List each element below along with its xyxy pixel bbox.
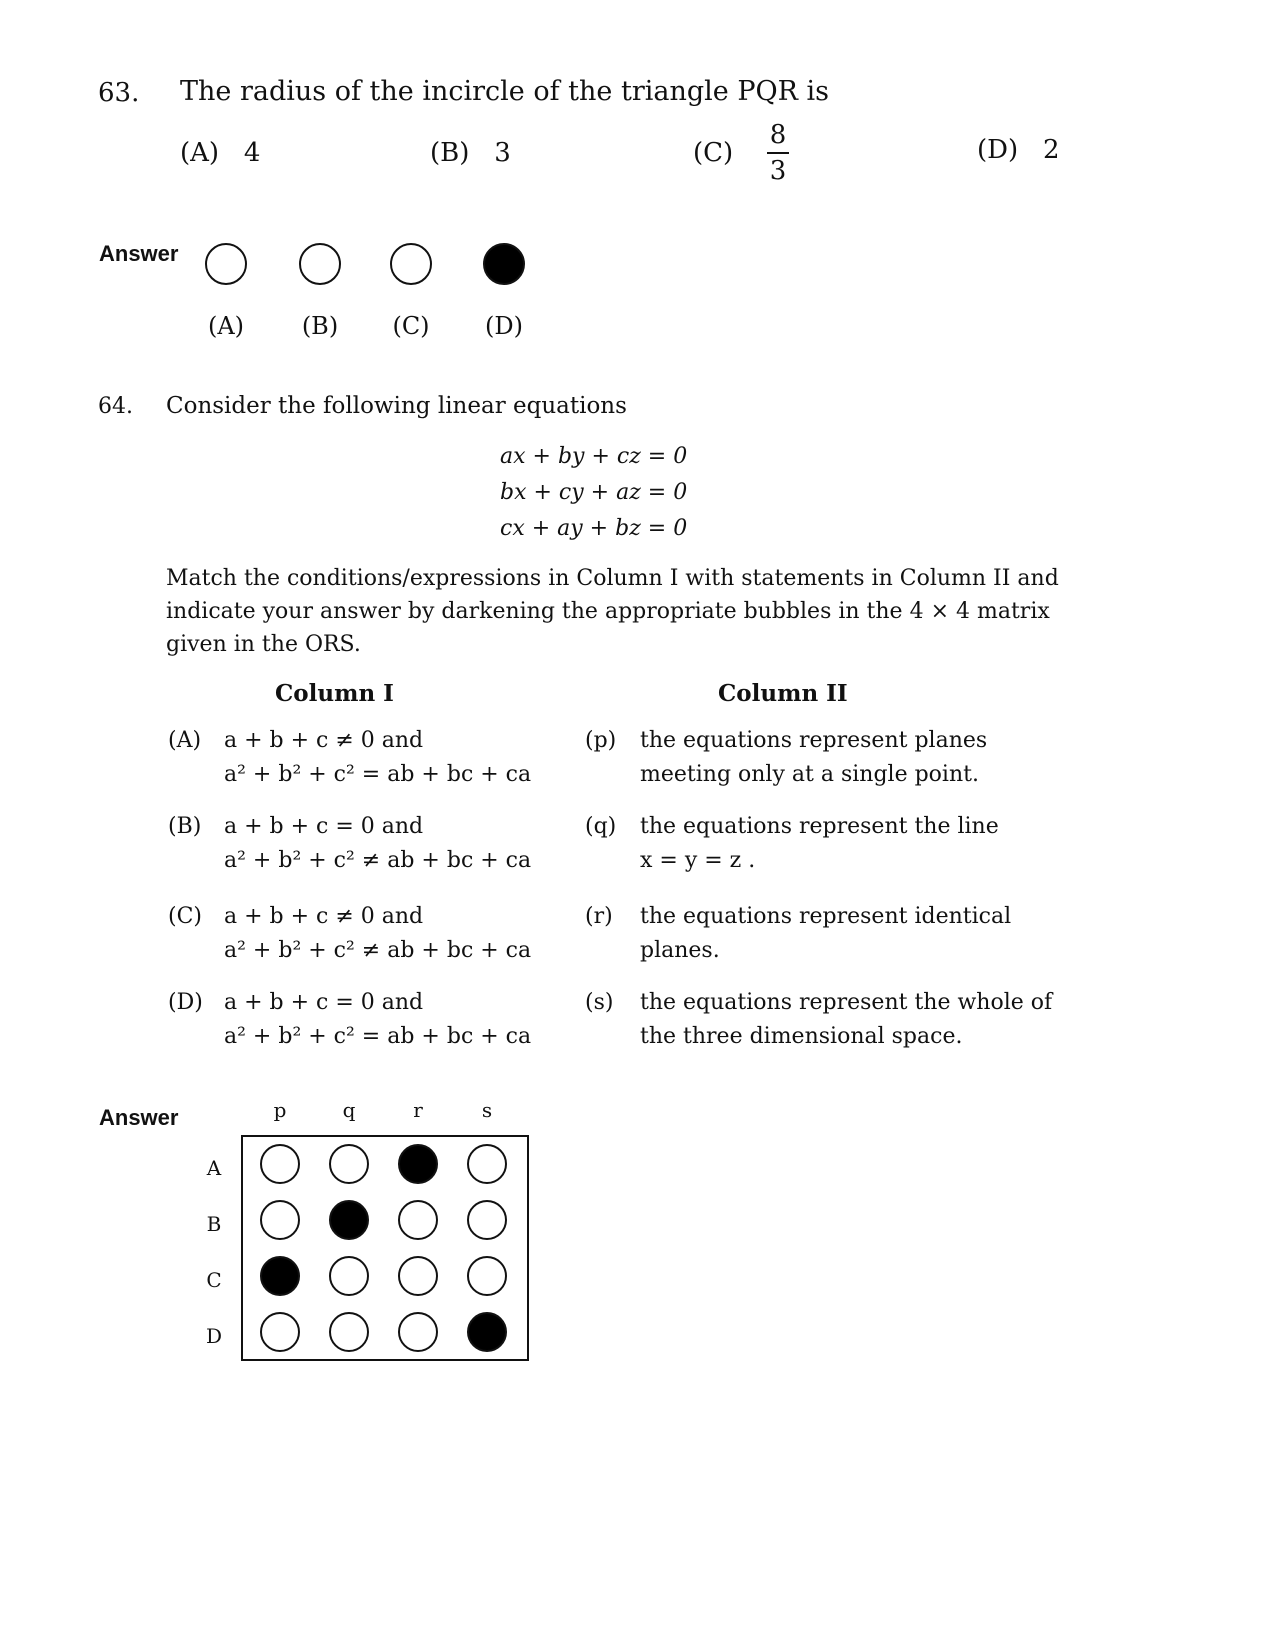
col1-item-c-line2: a² + b² + c² ≠ ab + bc + ca — [224, 938, 532, 963]
column1-title: Column I — [275, 680, 394, 707]
matrix-bubble-c-r[interactable] — [398, 1256, 438, 1296]
q63-bubble-a[interactable] — [205, 243, 247, 285]
q63-bubble-c-label: (C) — [392, 312, 430, 340]
col2-item-s-line1: the equations represent the whole of — [640, 990, 1053, 1015]
q64-equation-2: bx + cy + az = 0 — [500, 480, 688, 505]
q64-intro: Consider the following linear equations — [166, 393, 627, 419]
col1-item-d-line1: a + b + c = 0 and — [224, 990, 424, 1015]
col2-item-r-line2: planes. — [640, 938, 720, 963]
matrix-row-header-d: D — [205, 1324, 223, 1348]
q63-option-a-value: 4 — [243, 138, 261, 168]
col1-item-b-line1: a + b + c = 0 and — [224, 814, 424, 839]
matrix-bubble-d-s[interactable] — [467, 1312, 507, 1352]
matrix-row-header-c: C — [206, 1268, 222, 1292]
col1-item-b-line2: a² + b² + c² ≠ ab + bc + ca — [224, 848, 532, 873]
q64-equation-3: cx + ay + bz = 0 — [500, 516, 688, 541]
col2-item-q-line2: x = y = z . — [640, 848, 756, 873]
col1-item-c-line1: a + b + c ≠ 0 and — [224, 904, 424, 929]
q63-option-d — [977, 135, 1059, 165]
q64-answer-label: Answer — [99, 1105, 179, 1130]
matrix-col-header-s: s — [481, 1098, 493, 1122]
matrix-bubble-d-q[interactable] — [329, 1312, 369, 1352]
matrix-bubble-c-s[interactable] — [467, 1256, 507, 1296]
matrix-bubble-a-r[interactable] — [398, 1144, 438, 1184]
matrix-col-header-q: q — [342, 1098, 356, 1122]
q63-option-c-fraction — [760, 120, 796, 186]
fraction-bar — [767, 152, 789, 154]
col1-item-d-line2: a² + b² + c² = ab + bc + ca — [224, 1024, 532, 1049]
fraction-numerator: 8 — [769, 120, 787, 150]
matrix-bubble-b-s[interactable] — [467, 1200, 507, 1240]
matrix-row-header-a: A — [206, 1156, 222, 1180]
col1-item-c-label: (C) — [168, 904, 202, 929]
q63-option-d-label: (D) — [977, 135, 1019, 165]
matrix-col-header-p: p — [273, 1098, 287, 1122]
col2-item-s-line2: the three dimensional space. — [640, 1024, 963, 1049]
matrix-bubble-c-q[interactable] — [329, 1256, 369, 1296]
q64-instructions: Match the conditions/expressions in Column I with statements in Column II and indicate your answer by darkening the appropriate bubbles in the 4 × 4 matrix given in the ORS. — [166, 566, 1059, 657]
col2-item-p-label: (p) — [585, 728, 617, 753]
matrix-bubble-a-p[interactable] — [260, 1144, 300, 1184]
matrix-bubble-d-p[interactable] — [260, 1312, 300, 1352]
col2-item-p-line2: meeting only at a single point. — [640, 762, 979, 787]
matrix-col-header-r: r — [413, 1098, 423, 1122]
matrix-bubble-d-r[interactable] — [398, 1312, 438, 1352]
col1-item-a-line1: a + b + c ≠ 0 and — [224, 728, 424, 753]
matrix-row-header-b: B — [206, 1212, 222, 1236]
q63-bubble-a-label: (A) — [207, 312, 245, 340]
q63-option-d-value: 2 — [1042, 135, 1060, 165]
fraction-denominator: 3 — [769, 156, 787, 186]
q63-option-c-label: (C) — [693, 138, 734, 168]
matrix-bubble-a-s[interactable] — [467, 1144, 507, 1184]
col2-item-q-label: (q) — [585, 814, 617, 839]
matrix-bubble-c-p[interactable] — [260, 1256, 300, 1296]
col1-item-a-label: (A) — [168, 728, 202, 753]
q63-answer-label: Answer — [99, 241, 179, 266]
col2-item-q-line1: the equations represent the line — [640, 814, 999, 839]
q64-equation-1: ax + by + cz = 0 — [500, 444, 688, 469]
q63-option-b — [430, 138, 511, 168]
q63-bubble-b-label: (B) — [301, 312, 339, 340]
matrix-bubble-b-r[interactable] — [398, 1200, 438, 1240]
q63-bubble-c[interactable] — [390, 243, 432, 285]
col1-item-d-label: (D) — [168, 990, 203, 1015]
q63-bubble-b[interactable] — [299, 243, 341, 285]
col2-item-p-line1: the equations represent planes — [640, 728, 988, 753]
matrix-bubble-b-q[interactable] — [329, 1200, 369, 1240]
q63-number: 63. — [98, 78, 140, 108]
q63-option-b-label: (B) — [430, 138, 470, 168]
q63-text: The radius of the incircle of the triangle PQR is — [180, 76, 830, 107]
matrix-bubble-b-p[interactable] — [260, 1200, 300, 1240]
q63-option-b-value: 3 — [494, 138, 511, 168]
q63-bubble-d[interactable] — [483, 243, 525, 285]
col1-item-a-line2: a² + b² + c² = ab + bc + ca — [224, 762, 532, 787]
col1-item-b-label: (B) — [168, 814, 202, 839]
q63-option-a-label: (A) — [180, 138, 220, 168]
col2-item-s-label: (s) — [585, 990, 614, 1015]
column2-title: Column II — [718, 680, 848, 707]
matrix-bubble-a-q[interactable] — [329, 1144, 369, 1184]
col2-item-r-label: (r) — [585, 904, 613, 929]
col2-item-r-line1: the equations represent identical — [640, 904, 1012, 929]
q63-bubble-d-label: (D) — [485, 312, 523, 340]
q64-number: 64. — [98, 394, 133, 419]
q63-option-a — [180, 138, 260, 168]
